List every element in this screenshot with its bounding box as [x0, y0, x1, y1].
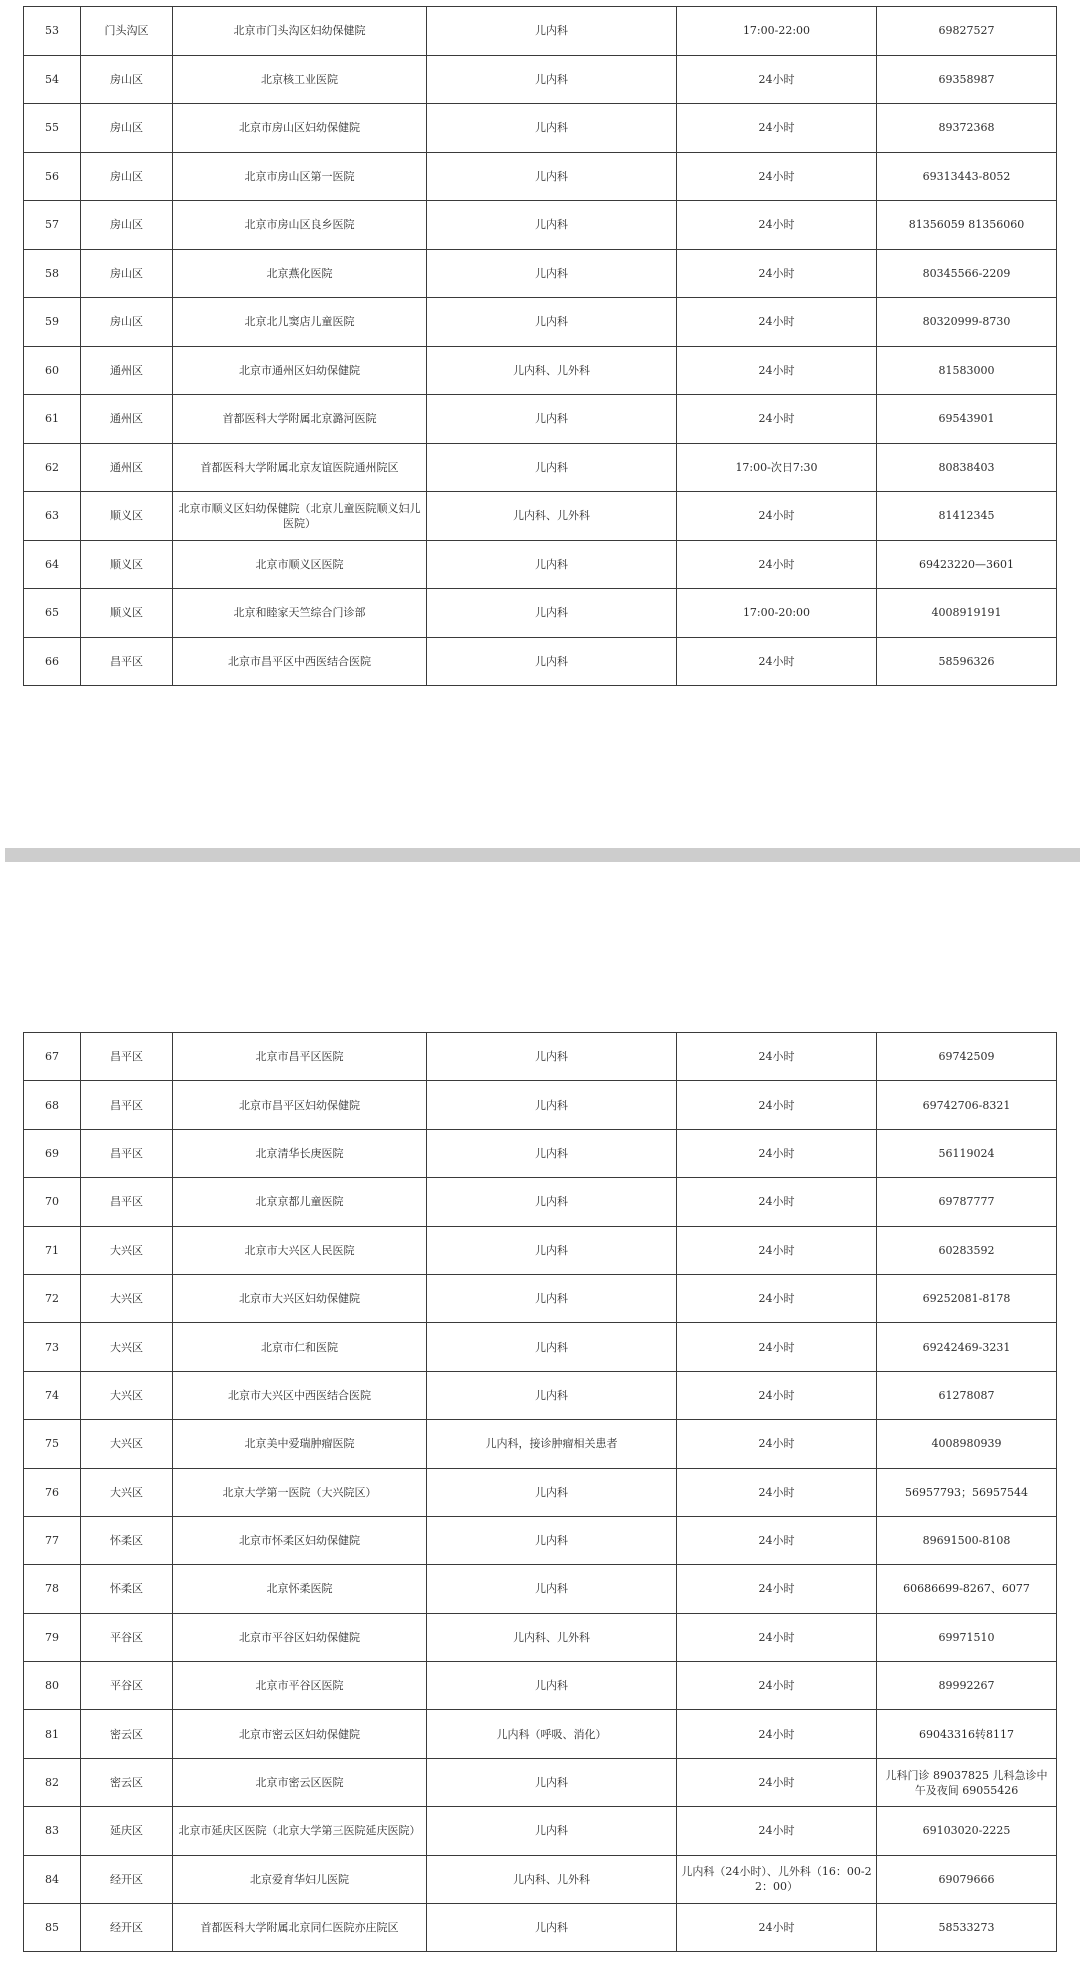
row-number: 84: [24, 1855, 81, 1903]
service-hours-cell: 24小时: [677, 1274, 877, 1322]
district-cell: 经开区: [81, 1855, 173, 1903]
hospital-name-cell: 北京核工业医院: [173, 55, 427, 104]
hospital-name-cell: 北京市房山区第一医院: [173, 152, 427, 201]
phone-cell: 61278087: [877, 1371, 1057, 1419]
phone-cell: 80320999-8730: [877, 298, 1057, 347]
table-row: [24, 1613, 1057, 1661]
district-cell: 昌平区: [81, 1178, 173, 1226]
table-row: [24, 298, 1057, 347]
row-number: 66: [24, 637, 81, 686]
department-cell: 儿内科: [427, 1226, 677, 1274]
department-cell: 儿内科: [427, 1323, 677, 1371]
phone-cell: 89372368: [877, 104, 1057, 153]
hospital-name-cell: 首都医科大学附属北京潞河医院: [173, 395, 427, 444]
table-row: [24, 637, 1057, 686]
row-number: 61: [24, 395, 81, 444]
phone-cell: 儿科门诊 89037825 儿科急诊中午及夜间 69055426: [877, 1758, 1057, 1806]
row-number: 56: [24, 152, 81, 201]
district-cell: 平谷区: [81, 1613, 173, 1661]
row-number: 71: [24, 1226, 81, 1274]
hospital-name-cell: 北京市昌平区妇幼保健院: [173, 1081, 427, 1129]
hospital-name-cell: 北京市通州区妇幼保健院: [173, 346, 427, 395]
hospital-name-cell: 北京市房山区良乡医院: [173, 201, 427, 250]
district-cell: 大兴区: [81, 1468, 173, 1516]
department-cell: 儿内科: [427, 152, 677, 201]
service-hours-cell: 24小时: [677, 1033, 877, 1081]
hospital-name-cell: 北京市平谷区医院: [173, 1662, 427, 1710]
service-hours-cell: 24小时: [677, 1904, 877, 1952]
department-cell: 儿内科: [427, 1807, 677, 1855]
service-hours-cell: 24小时: [677, 1613, 877, 1661]
service-hours-cell: 24小时: [677, 1081, 877, 1129]
row-number: 69: [24, 1129, 81, 1177]
row-number: 58: [24, 249, 81, 298]
service-hours-cell: 24小时: [677, 1178, 877, 1226]
table-row: [24, 104, 1057, 153]
hospital-table-bottom: [23, 1032, 1057, 1952]
table-body-bottom: [24, 1033, 1057, 1952]
district-cell: 顺义区: [81, 540, 173, 589]
table-row: [24, 1420, 1057, 1468]
table-row: [24, 55, 1057, 104]
hospital-name-cell: 北京市大兴区妇幼保健院: [173, 1274, 427, 1322]
row-number: 85: [24, 1904, 81, 1952]
district-cell: 昌平区: [81, 1129, 173, 1177]
service-hours-cell: 24小时: [677, 1468, 877, 1516]
table-row: [24, 492, 1057, 541]
hospital-name-cell: 北京美中爱瑞肿瘤医院: [173, 1420, 427, 1468]
hospital-name-cell: 首都医科大学附属北京同仁医院亦庄院区: [173, 1904, 427, 1952]
table-row: [24, 1371, 1057, 1419]
table-row: [24, 1033, 1057, 1081]
district-cell: 大兴区: [81, 1274, 173, 1322]
service-hours-cell: 儿内科（24小时）、儿外科（16：00-22：00）: [677, 1855, 877, 1903]
hospital-name-cell: 北京市大兴区人民医院: [173, 1226, 427, 1274]
service-hours-cell: 24小时: [677, 201, 877, 250]
service-hours-cell: 24小时: [677, 1807, 877, 1855]
phone-cell: 89691500-8108: [877, 1516, 1057, 1564]
phone-cell: 69079666: [877, 1855, 1057, 1903]
hospital-name-cell: 北京爱育华妇儿医院: [173, 1855, 427, 1903]
phone-cell: 60283592: [877, 1226, 1057, 1274]
row-number: 73: [24, 1323, 81, 1371]
row-number: 76: [24, 1468, 81, 1516]
table-row: [24, 1565, 1057, 1613]
district-cell: 平谷区: [81, 1662, 173, 1710]
table-row: [24, 540, 1057, 589]
department-cell: 儿内科: [427, 1904, 677, 1952]
phone-cell: 80838403: [877, 443, 1057, 492]
department-cell: 儿内科、儿外科: [427, 492, 677, 541]
row-number: 80: [24, 1662, 81, 1710]
phone-cell: 81356059 81356060: [877, 201, 1057, 250]
district-cell: 怀柔区: [81, 1565, 173, 1613]
district-cell: 密云区: [81, 1710, 173, 1758]
district-cell: 房山区: [81, 249, 173, 298]
row-number: 65: [24, 589, 81, 638]
service-hours-cell: 24小时: [677, 346, 877, 395]
hospital-name-cell: 北京清华长庚医院: [173, 1129, 427, 1177]
table-row: [24, 1129, 1057, 1177]
phone-cell: 60686699-8267、6077: [877, 1565, 1057, 1613]
table-row: [24, 249, 1057, 298]
phone-cell: 69827527: [877, 7, 1057, 56]
table-row: [24, 1274, 1057, 1322]
hospital-name-cell: 北京怀柔医院: [173, 1565, 427, 1613]
row-number: 55: [24, 104, 81, 153]
department-cell: 儿内科: [427, 1468, 677, 1516]
department-cell: 儿内科: [427, 1129, 677, 1177]
phone-cell: 69742509: [877, 1033, 1057, 1081]
phone-cell: 56957793；56957544: [877, 1468, 1057, 1516]
hospital-name-cell: 北京市延庆区医院（北京大学第三医院延庆医院）: [173, 1807, 427, 1855]
table-row: [24, 1516, 1057, 1564]
service-hours-cell: 24小时: [677, 249, 877, 298]
hospital-name-cell: 北京市大兴区中西医结合医院: [173, 1371, 427, 1419]
table-body-top: [24, 7, 1057, 686]
hospital-name-cell: 北京市仁和医院: [173, 1323, 427, 1371]
district-cell: 房山区: [81, 201, 173, 250]
district-cell: 大兴区: [81, 1420, 173, 1468]
district-cell: 房山区: [81, 104, 173, 153]
hospital-name-cell: 北京市顺义区妇幼保健院（北京儿童医院顺义妇儿医院）: [173, 492, 427, 541]
hospital-name-cell: 北京市怀柔区妇幼保健院: [173, 1516, 427, 1564]
phone-cell: 4008980939: [877, 1420, 1057, 1468]
department-cell: 儿内科: [427, 443, 677, 492]
table-row: [24, 1081, 1057, 1129]
service-hours-cell: 17:00-22:00: [677, 7, 877, 56]
service-hours-cell: 24小时: [677, 492, 877, 541]
district-cell: 通州区: [81, 395, 173, 444]
row-number: 79: [24, 1613, 81, 1661]
service-hours-cell: 17:00-次日7:30: [677, 443, 877, 492]
row-number: 68: [24, 1081, 81, 1129]
table-row: [24, 1758, 1057, 1806]
hospital-name-cell: 北京北儿窦店儿童医院: [173, 298, 427, 347]
service-hours-cell: 24小时: [677, 637, 877, 686]
phone-cell: 56119024: [877, 1129, 1057, 1177]
phone-cell: 81583000: [877, 346, 1057, 395]
row-number: 60: [24, 346, 81, 395]
district-cell: 大兴区: [81, 1226, 173, 1274]
service-hours-cell: 24小时: [677, 1420, 877, 1468]
district-cell: 昌平区: [81, 637, 173, 686]
department-cell: 儿内科: [427, 249, 677, 298]
table-row: [24, 346, 1057, 395]
department-cell: 儿内科: [427, 104, 677, 153]
department-cell: 儿内科、儿外科: [427, 1855, 677, 1903]
district-cell: 房山区: [81, 152, 173, 201]
district-cell: 顺义区: [81, 492, 173, 541]
district-cell: 顺义区: [81, 589, 173, 638]
hospital-name-cell: 北京市昌平区中西医结合医院: [173, 637, 427, 686]
department-cell: 儿内科: [427, 7, 677, 56]
table-row: [24, 1855, 1057, 1903]
table-row: [24, 1807, 1057, 1855]
phone-cell: 69043316转8117: [877, 1710, 1057, 1758]
service-hours-cell: 24小时: [677, 1662, 877, 1710]
table-row: [24, 1178, 1057, 1226]
row-number: 67: [24, 1033, 81, 1081]
service-hours-cell: 24小时: [677, 152, 877, 201]
department-cell: 儿内科，接诊肿瘤相关患者: [427, 1420, 677, 1468]
department-cell: 儿内科: [427, 589, 677, 638]
department-cell: 儿内科: [427, 540, 677, 589]
hospital-name-cell: 北京市平谷区妇幼保健院: [173, 1613, 427, 1661]
phone-cell: 69742706-8321: [877, 1081, 1057, 1129]
hospital-name-cell: 首都医科大学附属北京友谊医院通州院区: [173, 443, 427, 492]
page-bottom: [0, 862, 1080, 1986]
department-cell: 儿内科: [427, 1274, 677, 1322]
department-cell: 儿内科: [427, 1178, 677, 1226]
row-number: 59: [24, 298, 81, 347]
table-row: [24, 1710, 1057, 1758]
service-hours-cell: 24小时: [677, 55, 877, 104]
row-number: 64: [24, 540, 81, 589]
phone-cell: 69358987: [877, 55, 1057, 104]
district-cell: 通州区: [81, 443, 173, 492]
phone-cell: 69423220—3601: [877, 540, 1057, 589]
department-cell: 儿内科: [427, 1758, 677, 1806]
department-cell: 儿内科: [427, 1662, 677, 1710]
district-cell: 昌平区: [81, 1081, 173, 1129]
department-cell: 儿内科: [427, 637, 677, 686]
service-hours-cell: 24小时: [677, 1226, 877, 1274]
hospital-table-top: [23, 6, 1057, 686]
district-cell: 昌平区: [81, 1033, 173, 1081]
table-row: [24, 201, 1057, 250]
district-cell: 房山区: [81, 298, 173, 347]
phone-cell: 58596326: [877, 637, 1057, 686]
row-number: 72: [24, 1274, 81, 1322]
service-hours-cell: 24小时: [677, 1758, 877, 1806]
row-number: 74: [24, 1371, 81, 1419]
page-divider: [5, 848, 1080, 862]
row-number: 63: [24, 492, 81, 541]
department-cell: 儿内科（呼吸、消化）: [427, 1710, 677, 1758]
phone-cell: 89992267: [877, 1662, 1057, 1710]
service-hours-cell: 24小时: [677, 395, 877, 444]
table-row: [24, 1904, 1057, 1952]
department-cell: 儿内科: [427, 55, 677, 104]
district-cell: 房山区: [81, 55, 173, 104]
service-hours-cell: 24小时: [677, 1323, 877, 1371]
hospital-name-cell: 北京市密云区妇幼保健院: [173, 1710, 427, 1758]
phone-cell: 58533273: [877, 1904, 1057, 1952]
hospital-name-cell: 北京市昌平区医院: [173, 1033, 427, 1081]
table-row: [24, 443, 1057, 492]
row-number: 62: [24, 443, 81, 492]
service-hours-cell: 24小时: [677, 1516, 877, 1564]
district-cell: 大兴区: [81, 1323, 173, 1371]
service-hours-cell: 24小时: [677, 1371, 877, 1419]
department-cell: 儿内科: [427, 1565, 677, 1613]
hospital-name-cell: 北京市门头沟区妇幼保健院: [173, 7, 427, 56]
department-cell: 儿内科: [427, 201, 677, 250]
hospital-name-cell: 北京燕化医院: [173, 249, 427, 298]
service-hours-cell: 24小时: [677, 298, 877, 347]
service-hours-cell: 24小时: [677, 540, 877, 589]
department-cell: 儿内科: [427, 298, 677, 347]
phone-cell: 81412345: [877, 492, 1057, 541]
department-cell: 儿内科: [427, 395, 677, 444]
row-number: 57: [24, 201, 81, 250]
department-cell: 儿内科、儿外科: [427, 1613, 677, 1661]
department-cell: 儿内科: [427, 1371, 677, 1419]
hospital-name-cell: 北京京都儿童医院: [173, 1178, 427, 1226]
district-cell: 延庆区: [81, 1807, 173, 1855]
district-cell: 经开区: [81, 1904, 173, 1952]
phone-cell: 69242469-3231: [877, 1323, 1057, 1371]
table-row: [24, 1323, 1057, 1371]
table-row: [24, 7, 1057, 56]
service-hours-cell: 17:00-20:00: [677, 589, 877, 638]
table-row: [24, 589, 1057, 638]
hospital-name-cell: 北京市密云区医院: [173, 1758, 427, 1806]
service-hours-cell: 24小时: [677, 1710, 877, 1758]
table-row: [24, 1226, 1057, 1274]
table-row: [24, 1468, 1057, 1516]
department-cell: 儿内科、儿外科: [427, 346, 677, 395]
row-number: 78: [24, 1565, 81, 1613]
table-row: [24, 1662, 1057, 1710]
district-cell: 通州区: [81, 346, 173, 395]
row-number: 77: [24, 1516, 81, 1564]
phone-cell: 4008919191: [877, 589, 1057, 638]
department-cell: 儿内科: [427, 1081, 677, 1129]
department-cell: 儿内科: [427, 1516, 677, 1564]
department-cell: 儿内科: [427, 1033, 677, 1081]
table-row: [24, 152, 1057, 201]
district-cell: 门头沟区: [81, 7, 173, 56]
page-top: [0, 0, 1080, 848]
phone-cell: 69971510: [877, 1613, 1057, 1661]
hospital-name-cell: 北京大学第一医院（大兴院区）: [173, 1468, 427, 1516]
phone-cell: 69252081-8178: [877, 1274, 1057, 1322]
row-number: 82: [24, 1758, 81, 1806]
table-row: [24, 395, 1057, 444]
row-number: 81: [24, 1710, 81, 1758]
phone-cell: 69787777: [877, 1178, 1057, 1226]
district-cell: 密云区: [81, 1758, 173, 1806]
district-cell: 大兴区: [81, 1371, 173, 1419]
district-cell: 怀柔区: [81, 1516, 173, 1564]
hospital-name-cell: 北京市顺义区医院: [173, 540, 427, 589]
phone-cell: 69543901: [877, 395, 1057, 444]
row-number: 54: [24, 55, 81, 104]
row-number: 83: [24, 1807, 81, 1855]
service-hours-cell: 24小时: [677, 1565, 877, 1613]
service-hours-cell: 24小时: [677, 1129, 877, 1177]
service-hours-cell: 24小时: [677, 104, 877, 153]
phone-cell: 80345566-2209: [877, 249, 1057, 298]
hospital-name-cell: 北京市房山区妇幼保健院: [173, 104, 427, 153]
phone-cell: 69313443-8052: [877, 152, 1057, 201]
phone-cell: 69103020-2225: [877, 1807, 1057, 1855]
hospital-name-cell: 北京和睦家天竺综合门诊部: [173, 589, 427, 638]
row-number: 70: [24, 1178, 81, 1226]
row-number: 75: [24, 1420, 81, 1468]
row-number: 53: [24, 7, 81, 56]
